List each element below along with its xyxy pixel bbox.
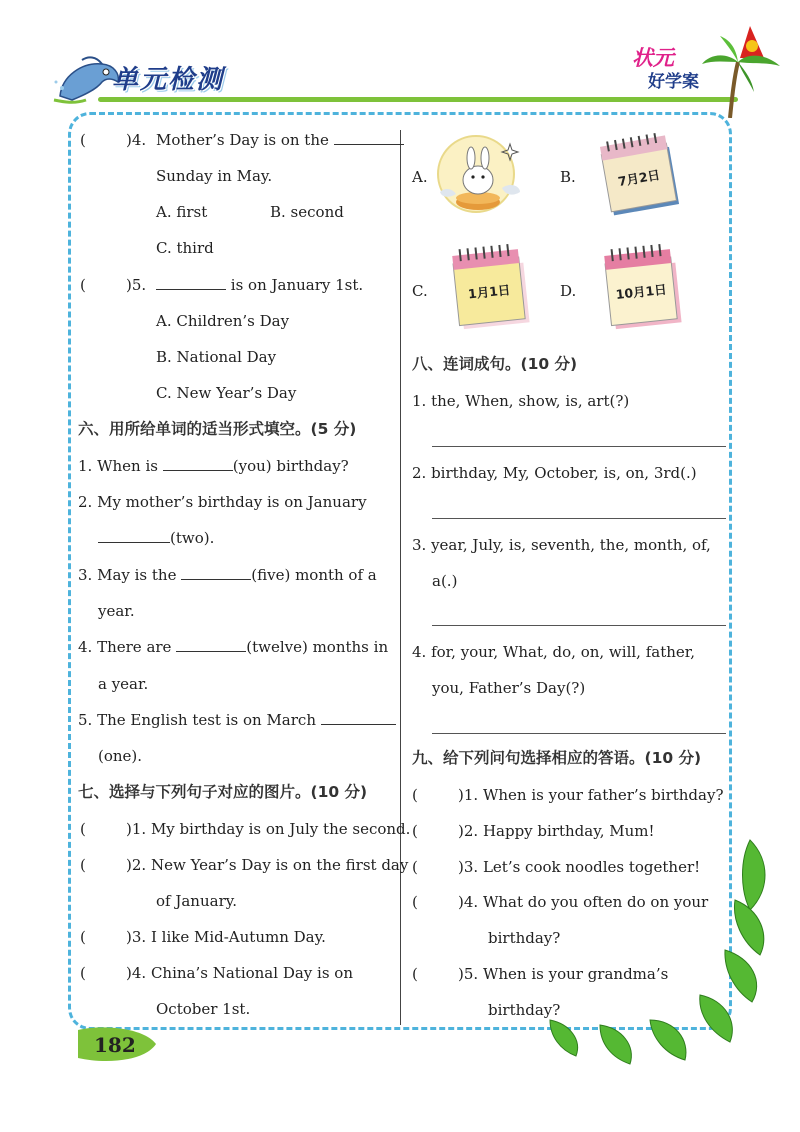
calendar-d-date: 10月1日 bbox=[614, 281, 668, 302]
leaves-decoration-icon bbox=[520, 830, 780, 1070]
s7-item-3-paren[interactable]: ( bbox=[80, 928, 86, 946]
s6-item-5: 5. The English test is on March bbox=[78, 710, 396, 730]
s6-item-3: 3. May is the (five) month of a bbox=[78, 566, 377, 584]
s8-answer-line-1[interactable] bbox=[432, 446, 726, 447]
calendar-c-icon bbox=[444, 242, 540, 338]
page-number-badge bbox=[74, 1024, 158, 1064]
s6-item-5-cont: (one). bbox=[98, 747, 143, 765]
q4-number: )4. bbox=[126, 131, 147, 149]
q4-option-c: C. third bbox=[156, 239, 214, 257]
s9-item-3: )3. Let’s cook noodles together! bbox=[458, 858, 701, 876]
section-6-heading: 六、用所给单词的适当形式填空。(5 分) bbox=[78, 420, 357, 438]
s9-item-1-paren[interactable]: ( bbox=[412, 786, 418, 804]
palm-tree-icon bbox=[690, 18, 790, 118]
unit-test-title: 单元检测 bbox=[112, 65, 225, 95]
picture-label-c: C. bbox=[412, 282, 428, 300]
s8-answer-line-2[interactable] bbox=[432, 518, 726, 519]
s8-answer-line-3[interactable] bbox=[432, 625, 726, 626]
q5-answer-paren[interactable]: ( bbox=[80, 276, 86, 294]
s7-item-4-paren[interactable]: ( bbox=[80, 964, 86, 982]
s7-item-1-paren[interactable]: ( bbox=[80, 820, 86, 838]
s9-item-5-paren[interactable]: ( bbox=[412, 965, 418, 983]
s7-item-3: )3. I like Mid-Autumn Day. bbox=[126, 928, 326, 946]
q4-answer-paren[interactable]: ( bbox=[80, 131, 86, 149]
moon-rabbit-icon bbox=[432, 132, 524, 220]
s7-item-2-cont: of January. bbox=[156, 892, 237, 910]
s9-item-2-paren[interactable]: ( bbox=[412, 822, 418, 840]
picture-label-b: B. bbox=[560, 168, 576, 186]
s9-item-4-cont: birthday? bbox=[488, 929, 561, 947]
s9-item-4-paren[interactable]: ( bbox=[412, 893, 418, 911]
s7-item-2: )2. New Year’s Day is on the first day bbox=[126, 856, 409, 874]
s7-item-4: )4. China’s National Day is on bbox=[126, 964, 353, 982]
column-divider bbox=[400, 130, 401, 1025]
section-8-heading: 八、连词成句。(10 分) bbox=[412, 355, 578, 373]
s7-item-1: )1. My birthday is on July the second. bbox=[126, 820, 411, 838]
brand-logo-line1: 状元 bbox=[632, 46, 674, 70]
q4-option-b: B. second bbox=[270, 203, 344, 221]
s6-item-4-cont: a year. bbox=[98, 675, 149, 693]
s8-item-4-cont: you, Father’s Day(?) bbox=[432, 679, 586, 697]
s6-item-3-cont: year. bbox=[98, 602, 135, 620]
s8-answer-line-4[interactable] bbox=[432, 733, 726, 734]
s9-item-2: )2. Happy birthday, Mum! bbox=[458, 822, 655, 840]
s8-item-2: 2. birthday, My, October, is, on, 3rd(.) bbox=[412, 464, 697, 482]
s8-item-3: 3. year, July, is, seventh, the, month, of, bbox=[412, 536, 711, 554]
s9-item-4: )4. What do you often do on your bbox=[458, 893, 709, 911]
q5-number: )5. bbox=[126, 276, 147, 294]
section-9-heading: 九、给下列问句选择相应的答语。(10 分) bbox=[412, 749, 702, 767]
s9-item-5: )5. When is your grandma’s bbox=[458, 965, 669, 983]
q4-option-a: A. first bbox=[156, 203, 208, 221]
calendar-b-date: 7月2日 bbox=[616, 166, 662, 190]
brand-logo-line2: 好学案 bbox=[648, 72, 699, 92]
calendar-b-icon bbox=[596, 132, 688, 224]
s9-item-5-cont: birthday? bbox=[488, 1001, 561, 1019]
s6-item-2: 2. My mother’s birthday is on January bbox=[78, 493, 367, 511]
s6-item-1: 1. When is (you) birthday? bbox=[78, 457, 349, 475]
s8-item-1: 1. the, When, show, is, art(?) bbox=[412, 392, 630, 410]
picture-label-d: D. bbox=[560, 282, 577, 300]
picture-label-a: A. bbox=[412, 168, 428, 186]
s8-item-3-cont: a(.) bbox=[432, 572, 458, 590]
s9-item-1: )1. When is your father’s birthday? bbox=[458, 786, 724, 804]
q4-text: Mother’s Day is on the bbox=[156, 130, 404, 150]
calendar-d-icon bbox=[596, 242, 692, 338]
s6-item-2-cont: (two). bbox=[98, 528, 214, 548]
s7-item-2-paren[interactable]: ( bbox=[80, 856, 86, 874]
q5-text: is on January 1st. bbox=[156, 275, 363, 295]
s9-item-3-paren[interactable]: ( bbox=[412, 858, 418, 876]
q5-option-c: C. New Year’s Day bbox=[156, 384, 297, 402]
s7-item-4-cont: October 1st. bbox=[156, 1000, 251, 1018]
q5-option-a: A. Children’s Day bbox=[156, 312, 290, 330]
calendar-c-date: 1月1日 bbox=[467, 282, 512, 302]
page-number: 182 bbox=[94, 1033, 136, 1057]
header-green-bar bbox=[98, 97, 738, 102]
q4-text-cont: Sunday in May. bbox=[156, 167, 273, 185]
s8-item-4: 4. for, your, What, do, on, will, father, bbox=[412, 643, 696, 661]
s6-item-4: 4. There are (twelve) months in bbox=[78, 638, 389, 656]
section-7-heading: 七、选择与下列句子对应的图片。(10 分) bbox=[78, 783, 368, 801]
q5-option-b: B. National Day bbox=[156, 348, 277, 366]
